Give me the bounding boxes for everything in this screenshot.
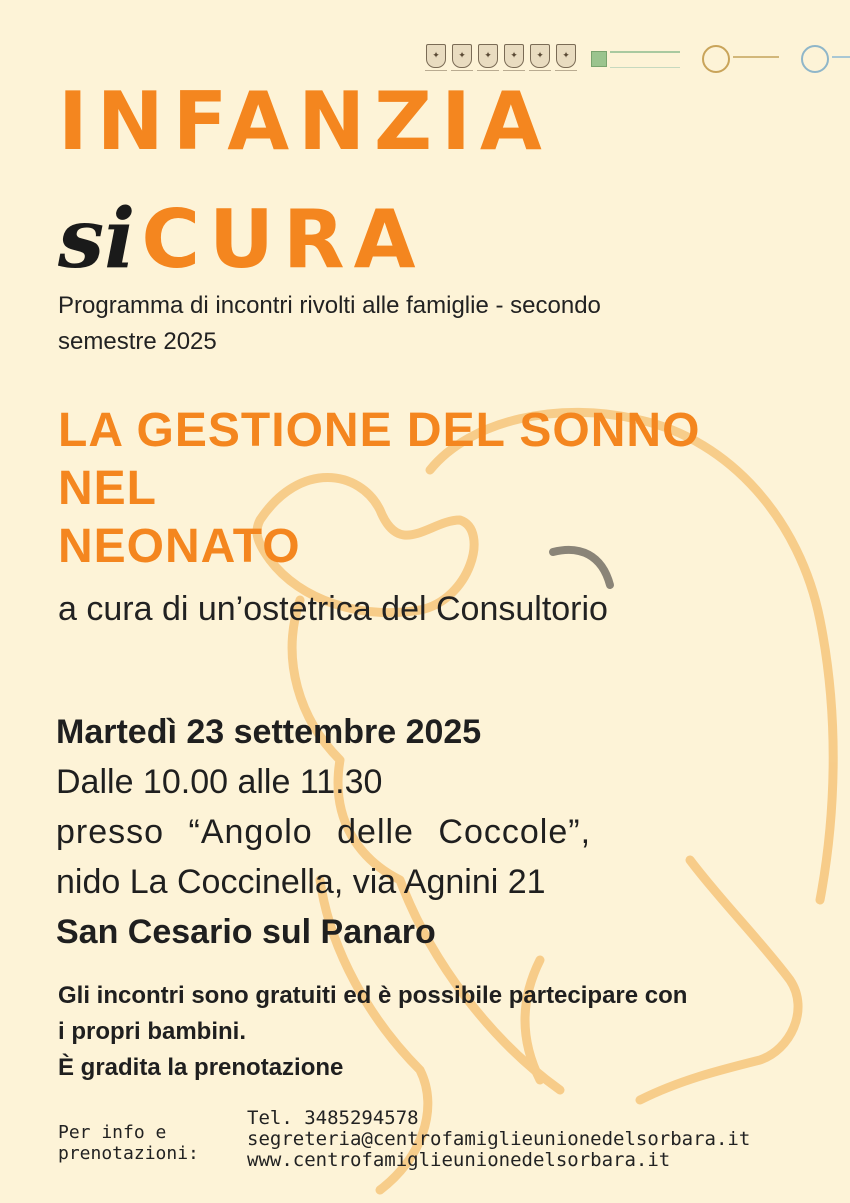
note-line: Gli incontri sono gratuiti ed è possibile partecipare con [58, 982, 688, 1009]
event-town: San Cesario sul Panaro [56, 913, 436, 951]
event-time: Dalle 10.00 alle 11.30 [56, 763, 383, 801]
municipality-logo: ✦ [451, 44, 473, 79]
event-notes [58, 978, 818, 1086]
event-date: Martedì 23 settembre 2025 [56, 713, 482, 751]
title-si: si [58, 191, 136, 287]
email-link[interactable]: segreteria@centrofamiglieunionedelsorbara.it [247, 1128, 751, 1150]
info-label-line: Per info e [58, 1122, 167, 1143]
event-headline [58, 402, 778, 576]
event-address: nido La Coccinella, via Agnini 21 [56, 863, 546, 901]
event-details [56, 707, 696, 957]
info-label-line: prenotazioni: [58, 1143, 199, 1164]
subtitle-line: semestre 2025 [58, 328, 217, 355]
curator-text: a cura di un’ostetrica del Consultorio [58, 590, 608, 628]
note-line: È gradita la prenotazione [58, 1054, 344, 1081]
municipality-logo: ✦ [477, 44, 499, 79]
headline-line: NEONATO [58, 520, 301, 573]
municipality-logo: ✦ [425, 44, 447, 79]
contact-info [247, 1108, 837, 1171]
health-service-logo [591, 44, 680, 74]
municipality-logo: ✦ [529, 44, 551, 79]
info-label [58, 1122, 248, 1164]
event-place: presso “Angolo delle Coccole”, [56, 813, 592, 851]
union-logo [694, 44, 779, 74]
program-subtitle [58, 288, 758, 360]
municipality-logo: ✦ [503, 44, 525, 79]
title-infanzia: INFANZIA [58, 75, 551, 168]
note-line: i propri bambini. [58, 1018, 247, 1045]
headline-line: LA GESTIONE DEL SONNO NEL [58, 404, 701, 515]
phone-number[interactable]: Tel. 3485294578 [247, 1107, 419, 1129]
website-link[interactable]: www.centrofamiglieunionedelsorbara.it [247, 1149, 671, 1171]
municipality-logo: ✦ [555, 44, 577, 79]
title-cura: CURA [141, 193, 425, 286]
title-si-cura [58, 180, 425, 287]
subtitle-line: Programma di incontri rivolti alle famiglie - secondo [58, 292, 601, 319]
family-center-logo [793, 44, 850, 74]
